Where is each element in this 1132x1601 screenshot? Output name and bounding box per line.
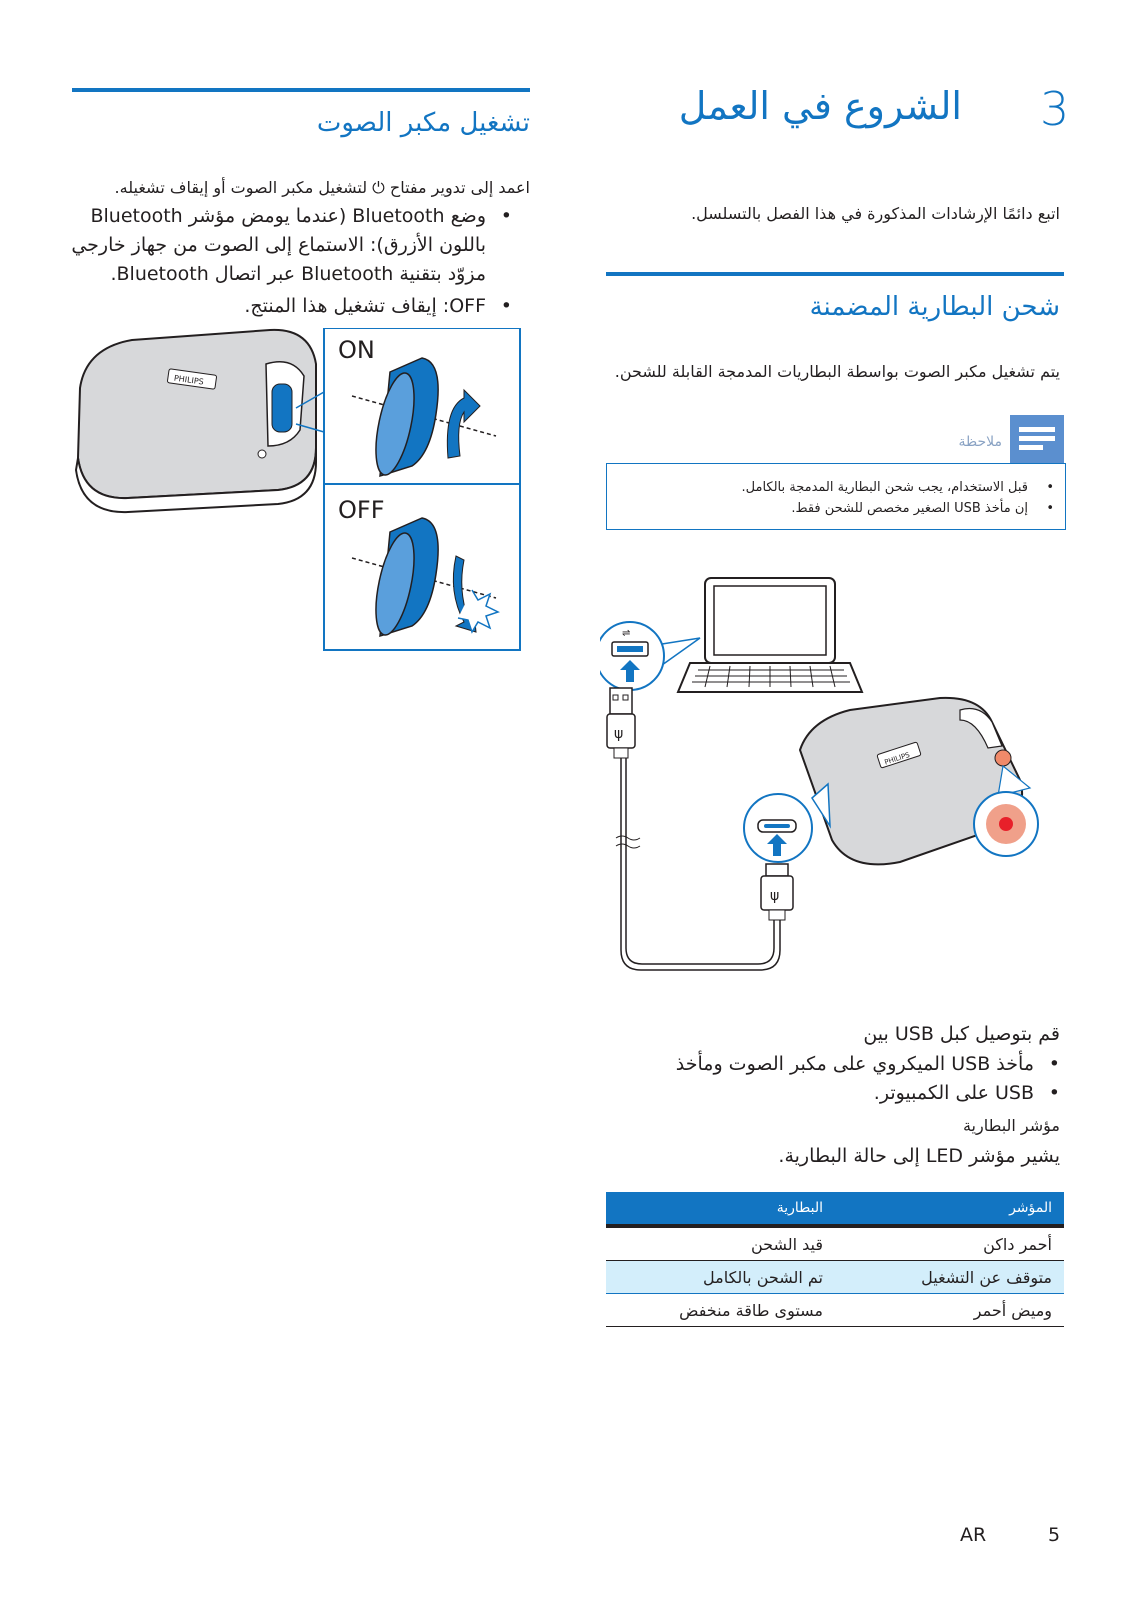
svg-text:⇌: ⇌ (622, 628, 631, 639)
micro-usb-plug-icon (761, 864, 793, 920)
table-cell: مستوى طاقة منخفض (606, 1294, 835, 1327)
chapter-intro: اتبع دائمًا الإرشادات المذكورة في هذا الفصل بالتسلسل. (691, 204, 1060, 223)
power-switch-illustration (72, 328, 532, 668)
brand-logo: PHILIPS (173, 373, 205, 387)
power-off-list (244, 292, 486, 321)
table-row (606, 1226, 1064, 1261)
chapter-number: 3 (1040, 82, 1070, 136)
table-row (606, 1294, 1064, 1327)
indicator-body: يشير مؤشر LED إلى حالة البطارية. (778, 1145, 1060, 1167)
section-rule-charge (606, 272, 1064, 276)
on-label: ON (338, 336, 375, 364)
power-mode-line: باللون الأزرق): الاستماع إلى الصوت من جهاز خارجي (71, 234, 486, 256)
connect-item: مأخذ USB الميكروي على مكبر الصوت ومأخذ • (676, 1050, 1034, 1079)
note-list (608, 477, 1028, 519)
connect-item: USB على الكمبيوتر. • (676, 1079, 1034, 1108)
table-cell: تم الشحن بالكامل (606, 1261, 835, 1294)
svg-text:ψ: ψ (614, 726, 624, 742)
battery-status-table (606, 1192, 1064, 1327)
usb-a-plug-icon (607, 688, 635, 758)
indicator-heading: مؤشر البطارية (962, 1116, 1060, 1135)
connect-list (676, 1050, 1034, 1108)
note-item: إن مأخذ USB الصغير مخصص للشحن فقط. • (608, 498, 1028, 519)
table-header-row (606, 1192, 1064, 1226)
power-off-item: OFF: إيقاف تشغيل هذا المنتج. • (244, 292, 486, 321)
laptop-icon (678, 578, 862, 692)
connect-intro: قم بتوصيل كبل USB بين (863, 1023, 1060, 1045)
table-cell: أحمر داكن (835, 1226, 1064, 1261)
charging-illustration (600, 570, 1070, 1000)
svg-text:ψ: ψ (770, 888, 780, 904)
chapter-title: الشروع في العمل (678, 84, 962, 128)
table-row (606, 1261, 1064, 1294)
table-header-battery: البطارية (606, 1192, 835, 1226)
table-cell: قيد الشحن (606, 1226, 835, 1261)
power-body: اعمد إلى تدوير مفتاح ⏻ لتشغيل مكبر الصوت أو إيقاف تشغيله. (114, 178, 530, 197)
charge-body: يتم تشغيل مكبر الصوت بواسطة البطاريات المدمجة القابلة للشحن. (614, 362, 1060, 381)
micro-usb-port-zoom (744, 784, 830, 862)
off-label: OFF (338, 496, 385, 524)
note-label: ملاحظة (958, 434, 1002, 450)
footer-page-number: 5 (1048, 1524, 1061, 1546)
footer-lang: AR (960, 1524, 987, 1546)
table-cell: وميض أحمر (835, 1294, 1064, 1327)
power-mode-item: وضع Bluetooth (عندما يومض مؤشر Bluetooth • (90, 202, 486, 231)
charge-section-title: شحن البطارية المضمنة (809, 292, 1060, 322)
table-cell: متوقف عن التشغيل (835, 1261, 1064, 1294)
brand-logo: PHILIPS (883, 750, 911, 767)
table-header-indicator: المؤشر (835, 1192, 1064, 1226)
section-rule-power (72, 88, 530, 92)
power-section-title: تشغيل مكبر الصوت (316, 108, 530, 138)
power-mode-line: مزوّد بتقنية Bluetooth عبر اتصال Bluetooth. (110, 263, 486, 285)
note-icon (1010, 415, 1064, 463)
power-mode-list (90, 202, 486, 231)
note-item: قبل الاستخدام، يجب شحن البطارية المدمجة بالكامل. • (608, 477, 1028, 498)
speaker-illustration (76, 330, 316, 512)
